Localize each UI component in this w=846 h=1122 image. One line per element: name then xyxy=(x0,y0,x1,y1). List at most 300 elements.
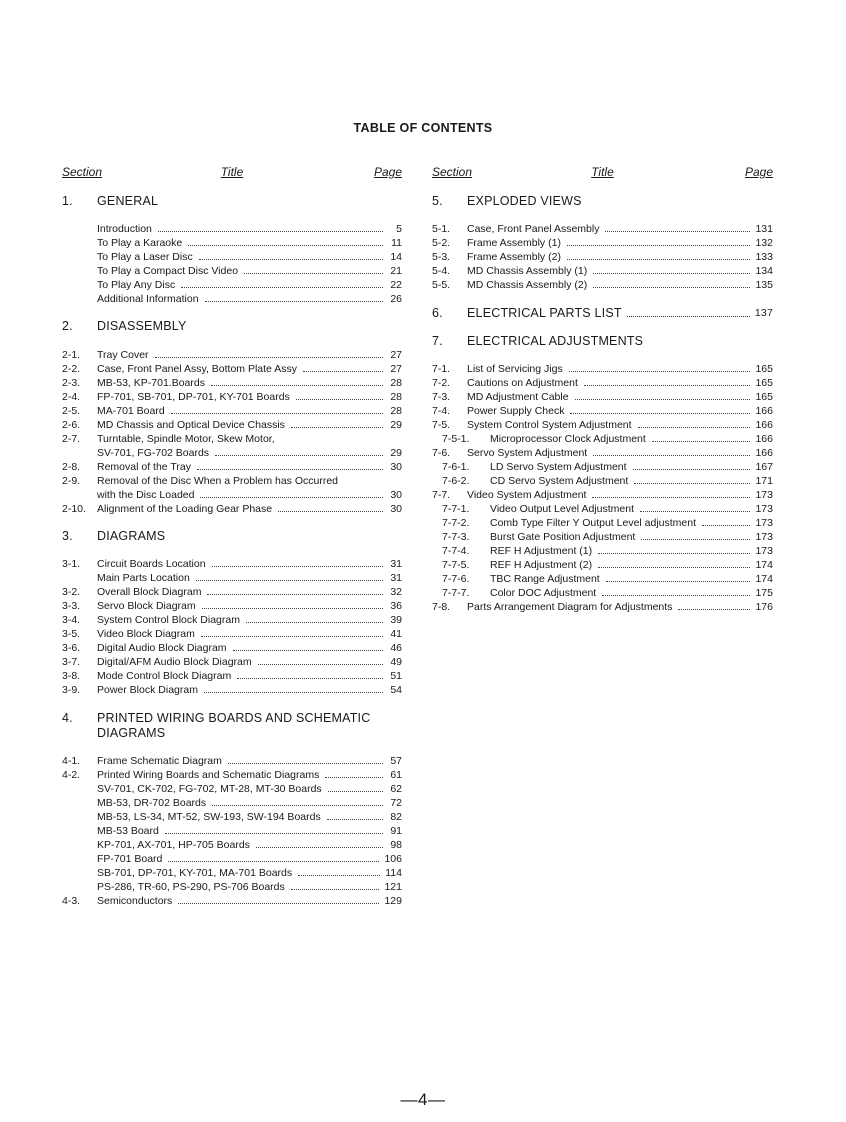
entry-title: Video Output Level Adjustment xyxy=(490,503,634,515)
dot-leader xyxy=(640,502,750,512)
entry-number: 7-7-4. xyxy=(442,545,470,557)
toc-entry xyxy=(432,600,773,614)
entry-title: Turntable, Spindle Motor, Skew Motor, xyxy=(97,433,275,445)
header-section: Section xyxy=(62,165,103,179)
entry-page: 174 xyxy=(755,559,773,571)
dot-leader xyxy=(598,544,750,554)
entry-title: Video Block Diagram xyxy=(97,628,195,640)
dot-leader xyxy=(202,599,383,609)
entry-page: 175 xyxy=(755,587,773,599)
entry-number: 3-2. xyxy=(62,586,81,598)
entry-number: 5-5. xyxy=(432,279,451,291)
dot-leader xyxy=(244,264,383,274)
entry-page: 39 xyxy=(390,614,402,626)
entry-number xyxy=(62,446,97,460)
dot-leader xyxy=(196,571,383,581)
dot-leader xyxy=(165,824,383,834)
entry-title: Printed Wiring Boards and Schematic Diagrams xyxy=(97,769,320,781)
section-entries xyxy=(62,222,402,306)
section-heading xyxy=(62,711,402,741)
toc-entry xyxy=(62,362,402,376)
entry-title: REF H Adjustment (2) xyxy=(490,559,593,571)
entry-title: FP-701, SB-701, DP-701, KY-701 Boards xyxy=(97,391,290,403)
dot-leader xyxy=(228,754,383,764)
entry-number xyxy=(62,838,97,852)
entry-title: To Play a Laser Disc xyxy=(97,251,193,263)
entry-number: 7-6-2. xyxy=(442,475,470,487)
entry-number: 7-6-1. xyxy=(442,461,470,473)
toc-entry xyxy=(62,894,402,908)
section-number: 7. xyxy=(432,334,443,348)
dot-leader xyxy=(570,404,750,414)
entry-page: 165 xyxy=(755,391,773,403)
toc-entry xyxy=(62,348,402,362)
dot-leader xyxy=(199,250,383,260)
dot-leader xyxy=(702,516,750,526)
entry-page: 41 xyxy=(390,628,402,640)
dot-leader xyxy=(207,585,383,595)
toc-entry xyxy=(62,683,402,697)
entry-number: 3-7. xyxy=(62,656,81,668)
entry-number: 3-9. xyxy=(62,684,81,696)
section-heading xyxy=(62,529,402,544)
entry-title: Power Block Diagram xyxy=(97,684,198,696)
toc-entry xyxy=(432,432,773,446)
entry-number: 7-7-1. xyxy=(442,503,470,515)
entry-number: 3-3. xyxy=(62,600,81,612)
entry-number: 2-4. xyxy=(62,391,81,403)
entry-page: 173 xyxy=(755,503,773,515)
header-section: Section xyxy=(432,165,473,179)
entry-number: 2-7. xyxy=(62,433,81,445)
entry-title: MD Chassis and Optical Device Chassis xyxy=(97,419,285,431)
entry-page: 46 xyxy=(390,642,402,654)
section-number: 2. xyxy=(62,319,73,333)
entry-number: 5-3. xyxy=(432,251,451,263)
entry-title: To Play a Karaoke xyxy=(97,237,183,249)
entry-number: 5-2. xyxy=(432,237,451,249)
entry-page: 132 xyxy=(755,237,773,249)
entry-page xyxy=(388,474,402,488)
section-entries xyxy=(432,222,773,292)
toc-entry xyxy=(62,222,402,236)
entry-number: 4-2. xyxy=(62,769,81,781)
entry-title: Video System Adjustment xyxy=(467,489,587,501)
section-heading xyxy=(432,334,773,349)
section-page: 137 xyxy=(754,307,773,319)
toc-entry xyxy=(62,796,402,810)
entry-title: Introduction xyxy=(97,223,152,235)
entry-page: 62 xyxy=(390,783,402,795)
entry-page: 29 xyxy=(390,447,402,459)
header-page: Page xyxy=(744,165,773,179)
entry-page: 22 xyxy=(390,279,402,291)
entry-title: Microprocessor Clock Adjustment xyxy=(490,433,646,445)
section-number: 5. xyxy=(432,194,443,208)
entry-number: 2-9. xyxy=(62,475,81,487)
entry-page: 27 xyxy=(390,363,402,375)
section-title-line-2: DIAGRAMS xyxy=(97,726,166,740)
entry-page: 173 xyxy=(755,517,773,529)
entry-number xyxy=(62,852,97,866)
toc-entry xyxy=(62,782,402,796)
entry-number xyxy=(62,880,97,894)
toc-entry xyxy=(432,544,773,558)
entry-title: SB-701, DP-701, KY-701, MA-701 Boards xyxy=(97,867,293,879)
toc-entry xyxy=(62,838,402,852)
section-entries xyxy=(62,557,402,697)
entry-number xyxy=(62,824,97,838)
entry-title: Additional Information xyxy=(97,293,199,305)
entry-page: 174 xyxy=(755,573,773,585)
dot-leader xyxy=(634,474,750,484)
section-entries xyxy=(62,348,402,516)
entry-title: System Control System Adjustment xyxy=(467,419,632,431)
entry-number: 7-7-7. xyxy=(442,587,470,599)
toc-entry xyxy=(62,557,402,571)
toc-entry xyxy=(62,502,402,516)
entry-page: 165 xyxy=(755,363,773,375)
dot-leader xyxy=(598,558,750,568)
entry-title: Color DOC Adjustment xyxy=(490,587,597,599)
entry-number xyxy=(62,796,97,810)
entry-number xyxy=(62,264,97,278)
toc-entry xyxy=(62,418,402,432)
toc-entry xyxy=(62,460,402,474)
dot-leader xyxy=(592,488,750,498)
section-number: 3. xyxy=(62,529,73,543)
dot-leader xyxy=(291,418,383,428)
entry-title: Alignment of the Loading Gear Phase xyxy=(97,503,273,515)
dot-leader xyxy=(602,586,750,596)
dot-leader xyxy=(327,810,383,820)
entry-page: 28 xyxy=(390,377,402,389)
entry-number: 3-6. xyxy=(62,642,81,654)
entry-page: 134 xyxy=(755,265,773,277)
dot-leader xyxy=(258,655,383,665)
entry-page: 28 xyxy=(390,405,402,417)
entry-title: Overall Block Diagram xyxy=(97,586,202,598)
entry-title: Removal of the Disc When a Problem has Occurred xyxy=(97,475,339,487)
dot-leader xyxy=(584,376,751,386)
dot-leader xyxy=(652,432,751,442)
entry-number: 7-4. xyxy=(432,405,451,417)
entry-page: 135 xyxy=(755,279,773,291)
entry-title: Semiconductors xyxy=(97,895,173,907)
entry-page: 72 xyxy=(390,797,402,809)
toc-entry xyxy=(432,278,773,292)
toc-entry xyxy=(62,810,402,824)
section-heading xyxy=(62,194,402,209)
section-title: ELECTRICAL ADJUSTMENTS xyxy=(467,334,644,348)
entry-title: SV-701, FG-702 Boards xyxy=(97,447,210,459)
section-heading xyxy=(432,306,773,321)
entry-title: CD Servo System Adjustment xyxy=(490,475,629,487)
entry-page: 29 xyxy=(390,419,402,431)
entry-number xyxy=(62,292,97,306)
entry-number xyxy=(62,488,97,502)
section-6 xyxy=(432,306,773,321)
entry-page: 166 xyxy=(755,419,773,431)
dot-leader xyxy=(168,852,379,862)
section-2 xyxy=(62,319,402,516)
dot-leader xyxy=(205,292,383,302)
entry-page: 36 xyxy=(390,600,402,612)
entry-page: 30 xyxy=(390,503,402,515)
entry-page: 166 xyxy=(755,405,773,417)
toc-entry xyxy=(62,866,402,880)
entry-title: Digital/AFM Audio Block Diagram xyxy=(97,656,252,668)
section-5 xyxy=(432,194,773,292)
entry-number: 7-7-5. xyxy=(442,559,470,571)
entry-page: 166 xyxy=(755,447,773,459)
entry-number: 7-7-6. xyxy=(442,573,470,585)
entry-title: Cautions on Adjustment xyxy=(467,377,578,389)
toc-entry xyxy=(62,655,402,669)
entry-page: 173 xyxy=(755,545,773,557)
page-title: TABLE OF CONTENTS xyxy=(353,121,493,135)
entry-title: PS-286, TR-60, PS-290, PS-706 Boards xyxy=(97,881,285,893)
entry-title: MB-53, KP-701.Boards xyxy=(97,377,205,389)
entry-title: Tray Cover xyxy=(97,349,149,361)
entry-page: 171 xyxy=(755,475,773,487)
page-number: —4— xyxy=(400,1090,446,1109)
toc-entry xyxy=(432,418,773,432)
entry-title: Burst Gate Position Adjustment xyxy=(490,531,636,543)
entry-title: Removal of the Tray xyxy=(97,461,191,473)
entry-number: 7-3. xyxy=(432,391,451,403)
entry-page: 11 xyxy=(391,237,402,249)
entry-title: SV-701, CK-702, FG-702, MT-28, MT-30 Boards xyxy=(97,783,322,795)
entry-page: 133 xyxy=(755,251,773,263)
entry-page: 173 xyxy=(755,531,773,543)
dot-leader xyxy=(605,222,750,232)
entry-page: 82 xyxy=(390,811,402,823)
column-header xyxy=(432,165,773,181)
entry-page: 121 xyxy=(384,881,402,893)
toc-entry xyxy=(432,460,773,474)
dot-leader xyxy=(641,530,750,540)
dot-leader xyxy=(246,613,383,623)
toc-entry xyxy=(62,250,402,264)
toc-entry xyxy=(62,292,402,306)
entry-title: List of Servicing Jigs xyxy=(467,363,563,375)
toc-entry xyxy=(62,880,402,894)
dot-leader xyxy=(188,236,383,246)
entry-number xyxy=(62,571,97,585)
entry-page: 129 xyxy=(384,895,402,907)
entry-number: 2-1. xyxy=(62,349,81,361)
toc-entry xyxy=(432,446,773,460)
section-number: 1. xyxy=(62,194,73,208)
entry-title: MB-53, DR-702 Boards xyxy=(97,797,207,809)
entry-title: FP-701 Board xyxy=(97,853,163,865)
entry-number xyxy=(62,278,97,292)
section-4 xyxy=(62,711,402,908)
dot-leader xyxy=(200,488,383,498)
entry-number: 4-1. xyxy=(62,755,81,767)
entry-page: 14 xyxy=(390,251,402,263)
entry-number: 7-6. xyxy=(432,447,451,459)
entry-page: 173 xyxy=(755,489,773,501)
dot-leader xyxy=(171,404,383,414)
entry-page: 166 xyxy=(755,433,773,445)
section-title: ELECTRICAL PARTS LIST xyxy=(467,306,622,320)
column-header xyxy=(62,165,402,181)
dot-leader xyxy=(278,502,383,512)
section-number: 6. xyxy=(432,306,443,320)
entry-page: 32 xyxy=(390,586,402,598)
entry-page: 114 xyxy=(385,867,402,879)
entry-title: MD Chassis Assembly (1) xyxy=(467,265,588,277)
section-3 xyxy=(62,529,402,697)
entry-title: MB-53 Board xyxy=(97,825,159,837)
section-title: DIAGRAMS xyxy=(97,529,166,543)
entry-title: TBC Range Adjustment xyxy=(490,573,600,585)
entry-number xyxy=(62,222,97,236)
entry-number: 4-3. xyxy=(62,895,81,907)
dot-leader xyxy=(212,557,383,567)
section-title: EXPLODED VIEWS xyxy=(467,194,582,208)
entry-title: LD Servo System Adjustment xyxy=(490,461,627,473)
header-title: Title xyxy=(220,165,244,179)
header-page: Page xyxy=(373,165,402,179)
dot-leader xyxy=(201,627,383,637)
entry-number: 3-1. xyxy=(62,558,81,570)
toc-entry xyxy=(432,488,773,502)
dot-leader xyxy=(204,683,383,693)
entry-number: 2-8. xyxy=(62,461,81,473)
entry-title: Digital Audio Block Diagram xyxy=(97,642,227,654)
header-title: Title xyxy=(591,165,614,179)
entry-number: 2-3. xyxy=(62,377,81,389)
dot-leader xyxy=(627,306,750,317)
entry-title: MD Chassis Assembly (2) xyxy=(467,279,588,291)
toc-entry xyxy=(62,278,402,292)
toc-entry xyxy=(62,768,402,782)
entry-number: 7-5-1. xyxy=(442,433,470,445)
entry-title: Frame Assembly (1) xyxy=(467,237,561,249)
entry-page: 27 xyxy=(390,349,402,361)
toc-entry xyxy=(62,627,402,641)
dot-leader xyxy=(256,838,383,848)
dot-leader xyxy=(575,390,751,400)
entry-page: 167 xyxy=(755,461,773,473)
entry-title: System Control Block Diagram xyxy=(97,614,240,626)
entry-number: 2-10. xyxy=(62,503,86,515)
entry-page: 98 xyxy=(390,839,402,851)
toc-entry xyxy=(62,488,402,502)
entry-page: 54 xyxy=(390,684,402,696)
entry-page: 31 xyxy=(390,572,402,584)
dot-leader xyxy=(606,572,751,582)
dot-leader xyxy=(593,278,750,288)
entry-page: 57 xyxy=(390,755,402,767)
section-number: 4. xyxy=(62,711,73,725)
section-entries xyxy=(62,754,402,908)
entry-title: KP-701, AX-701, HP-705 Boards xyxy=(97,839,250,851)
entry-title: To Play Any Disc xyxy=(97,279,176,291)
toc-entry xyxy=(432,362,773,376)
entry-title: Case, Front Panel Assembly xyxy=(467,223,600,235)
entry-title: Main Parts Location xyxy=(97,572,190,584)
toc-entry xyxy=(62,474,402,488)
dot-leader xyxy=(181,278,383,288)
entry-page: 5 xyxy=(396,223,402,235)
entry-page: 49 xyxy=(390,656,402,668)
dot-leader xyxy=(155,348,383,358)
section-heading xyxy=(432,194,773,209)
entry-title: Parts Arrangement Diagram for Adjustments xyxy=(467,601,673,613)
entry-number: 7-7-3. xyxy=(442,531,470,543)
entry-title: Case, Front Panel Assy, Bottom Plate Assy xyxy=(97,363,297,375)
entry-number: 7-7-2. xyxy=(442,517,470,529)
entry-title: MA-701 Board xyxy=(97,405,165,417)
dot-leader xyxy=(303,362,383,372)
toc-entry xyxy=(62,390,402,404)
entry-number xyxy=(62,250,97,264)
toc-entry xyxy=(432,264,773,278)
toc-entry xyxy=(62,599,402,613)
entry-page: 131 xyxy=(755,223,773,235)
entry-page: 61 xyxy=(390,769,402,781)
section-title xyxy=(97,711,402,741)
entry-title: Frame Schematic Diagram xyxy=(97,755,222,767)
section-1 xyxy=(62,194,402,306)
entry-title: REF H Adjustment (1) xyxy=(490,545,593,557)
dot-leader xyxy=(233,641,383,651)
toc-entry xyxy=(62,264,402,278)
entry-number: 2-6. xyxy=(62,419,81,431)
dot-leader xyxy=(212,796,383,806)
section-title: GENERAL xyxy=(97,194,159,208)
entry-page: 28 xyxy=(390,391,402,403)
entry-number xyxy=(62,866,97,880)
dot-leader xyxy=(197,460,383,470)
entry-title: Mode Control Block Diagram xyxy=(97,670,232,682)
toc-entry xyxy=(432,558,773,572)
toc-entry xyxy=(432,572,773,586)
toc-entry xyxy=(432,502,773,516)
entry-title: with the Disc Loaded xyxy=(97,489,195,501)
entry-title: Servo System Adjustment xyxy=(467,447,588,459)
entry-page: 91 xyxy=(390,825,402,837)
entry-number xyxy=(62,236,97,250)
entry-number: 3-4. xyxy=(62,614,81,626)
entry-title: Servo Block Diagram xyxy=(97,600,196,612)
toc-entry xyxy=(432,222,773,236)
toc-entry xyxy=(432,376,773,390)
entry-page: 106 xyxy=(384,853,402,865)
toc-entry xyxy=(62,641,402,655)
entry-title: Circuit Boards Location xyxy=(97,558,206,570)
entry-number xyxy=(62,810,97,824)
entry-number: 7-5. xyxy=(432,419,451,431)
entry-page: 165 xyxy=(755,377,773,389)
entry-number: 5-1. xyxy=(432,223,451,235)
entry-page: 21 xyxy=(390,265,402,277)
dot-leader xyxy=(633,460,751,470)
toc-entry xyxy=(432,586,773,600)
entry-title: Frame Assembly (2) xyxy=(467,251,561,263)
section-title: DISASSEMBLY xyxy=(97,319,187,333)
entry-title: MB-53, LS-34, MT-52, SW-193, SW-194 Boards xyxy=(97,811,321,823)
entry-title: Comb Type Filter Y Output Level adjustment xyxy=(490,517,697,529)
toc-entry xyxy=(62,376,402,390)
entry-number xyxy=(62,782,97,796)
toc-entry xyxy=(62,432,402,446)
dot-leader xyxy=(593,446,750,456)
